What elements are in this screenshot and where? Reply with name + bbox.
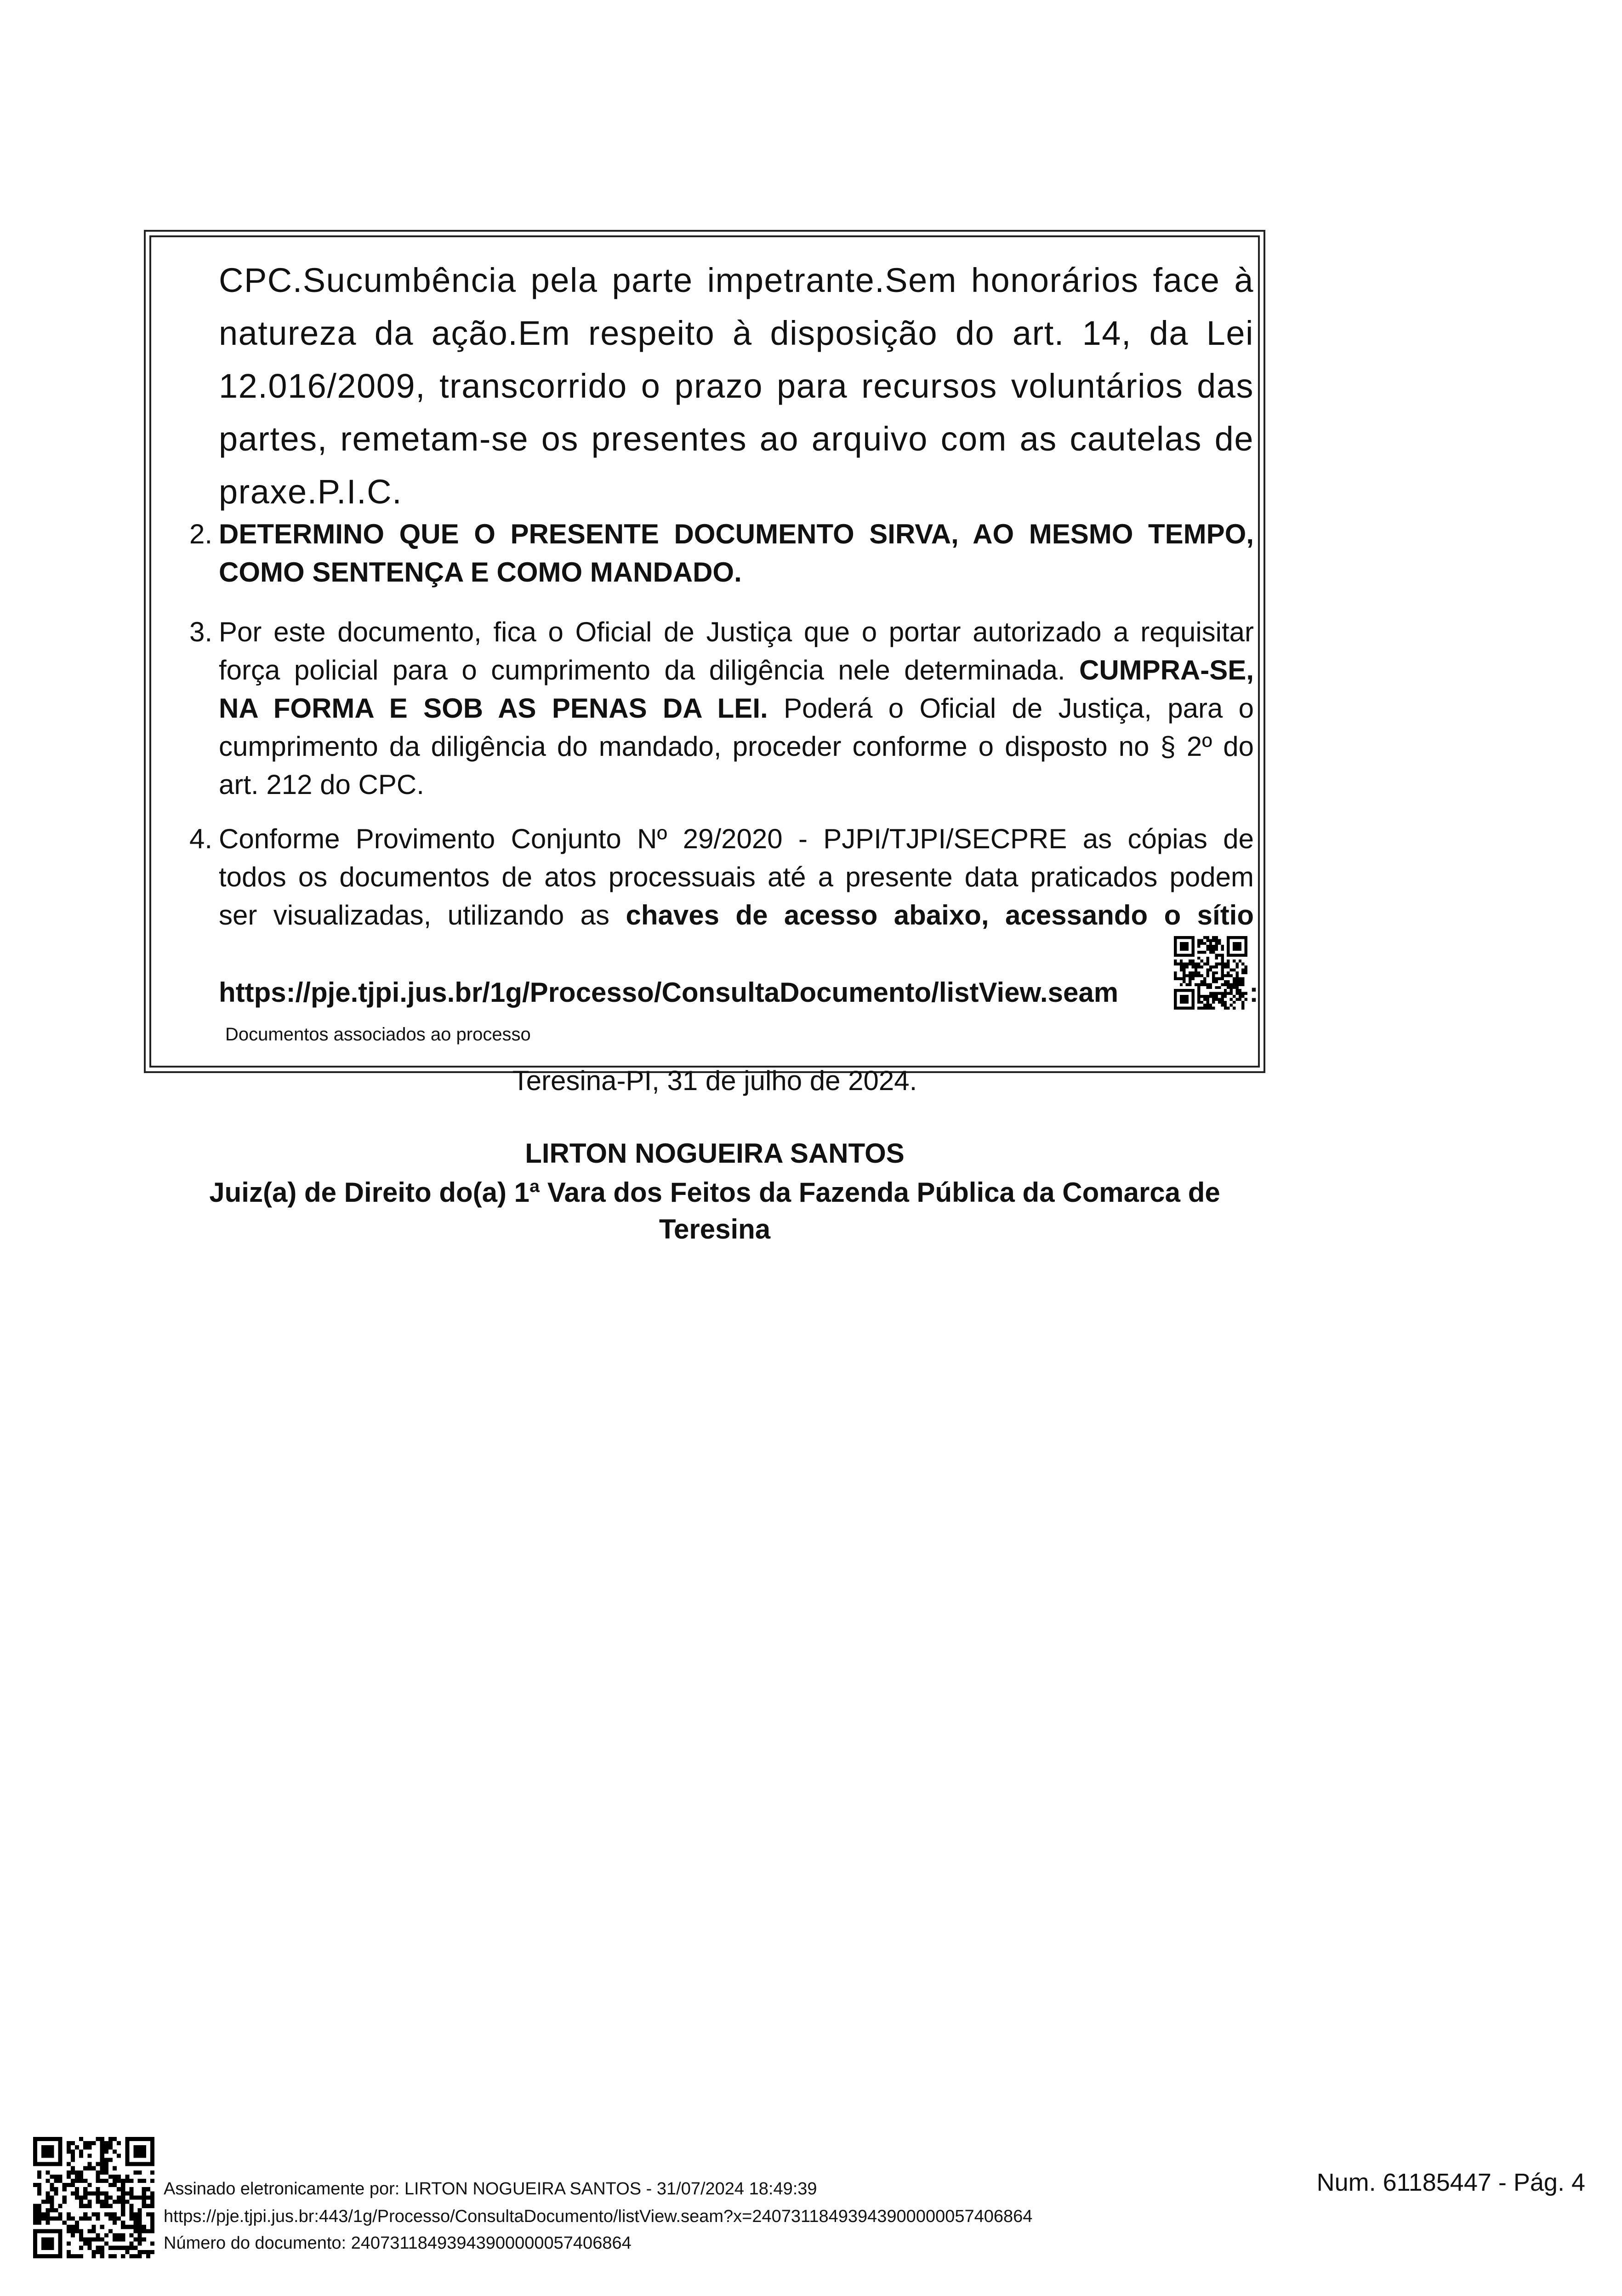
qr-caption: Documentos associados ao processo: [225, 1024, 531, 1045]
item-4-line-1: Conforme Provimento Conjunto Nº 29/2020 - PJPI/TJPI/SECPRE as cópias de: [219, 823, 1254, 854]
p1-line-2: natureza da ação.Em respeito à disposição do art. 14, da Lei: [219, 314, 1254, 352]
item-3-line-1: Por este documento, fica o Oficial de Justiça que o portar autorizado a requisitar: [219, 617, 1254, 647]
footer-doc-number: Número do documento: 24073118493943900000057406864: [164, 2233, 632, 2253]
qr-code-icon: [1174, 936, 1247, 1010]
item-4: [219, 820, 1254, 934]
item-3-line-4: cumprimento da diligência do mandado, proceder conforme o disposto no § 2º do: [219, 731, 1254, 762]
item-3-penas-da-lei: NA FORMA E SOB AS PENAS DA LEI.: [219, 693, 768, 724]
qr-code-icon: [33, 2137, 154, 2258]
item-2-line-2: COMO SENTENÇA E COMO MANDADO.: [219, 557, 742, 588]
item-3-line-5: art. 212 do CPC.: [219, 769, 424, 800]
item-3-cumpra-se: CUMPRA-SE,: [1079, 655, 1254, 685]
item-3-number: 3.: [189, 617, 213, 647]
p1-line-5: praxe.P.I.C.: [219, 473, 403, 511]
p1-line-4: partes, remetam-se os presentes ao arquivo com as cautelas de: [219, 420, 1254, 458]
item-4-line-2: todos os documentos de atos processuais até a presente data praticados podem: [219, 862, 1254, 892]
item-4-chaves-de-acesso: chaves de acesso abaixo, acessando o sítio: [626, 900, 1254, 931]
item-4-line-3-text: ser visualizadas, utilizando as: [219, 900, 610, 931]
item-4-number: 4.: [189, 823, 213, 854]
item-3-line-2-text: força policial para o cumprimento da diligência nele determinada.: [219, 655, 1065, 685]
url-colon: :: [1249, 977, 1258, 1008]
item-2-number: 2.: [189, 519, 213, 549]
item-3-line-3-text: Poderá o Oficial de Justiça, para o: [783, 693, 1254, 724]
footer-url[interactable]: https://pje.tjpi.jus.br:443/1g/Processo/ConsultaDocumento/listView.seam?x=24073118493943900000057406864: [164, 2207, 1033, 2226]
paragraph-1: [219, 254, 1254, 518]
item-4-line-3: [219, 896, 1254, 934]
item-2: [219, 515, 1254, 591]
p1-line-3: 12.016/2009, transcorrido o prazo para recursos voluntários das: [219, 367, 1254, 405]
item-3-line-2: [219, 651, 1254, 689]
item-3: [219, 613, 1254, 804]
item-3-line-3: [219, 689, 1254, 727]
judge-role: [0, 1174, 1429, 1248]
judge-name: LIRTON NOGUEIRA SANTOS: [525, 1138, 905, 1169]
judge-role-line-2: Teresina: [659, 1214, 771, 1245]
access-url-link[interactable]: https://pje.tjpi.jus.br/1g/Processo/ConsultaDocumento/listView.seam: [219, 977, 1119, 1008]
place-date: Teresina-PI, 31 de julho de 2024.: [512, 1065, 917, 1096]
item-2-line-1: DETERMINO QUE O PRESENTE DOCUMENTO SIRVA, AO MESMO TEMPO,: [219, 519, 1254, 549]
footer-signed-by: Assinado eletronicamente por: LIRTON NOGUEIRA SANTOS - 31/07/2024 18:49:39: [164, 2179, 817, 2199]
p1-line-1: CPC.Sucumbência pela parte impetrante.Sem honorários face à: [219, 261, 1254, 299]
judge-role-line-1: Juiz(a) de Direito do(a) 1ª Vara dos Feitos da Fazenda Pública da Comarca de: [209, 1177, 1220, 1208]
page-number: Num. 61185447 - Pág. 4: [1316, 2169, 1585, 2196]
